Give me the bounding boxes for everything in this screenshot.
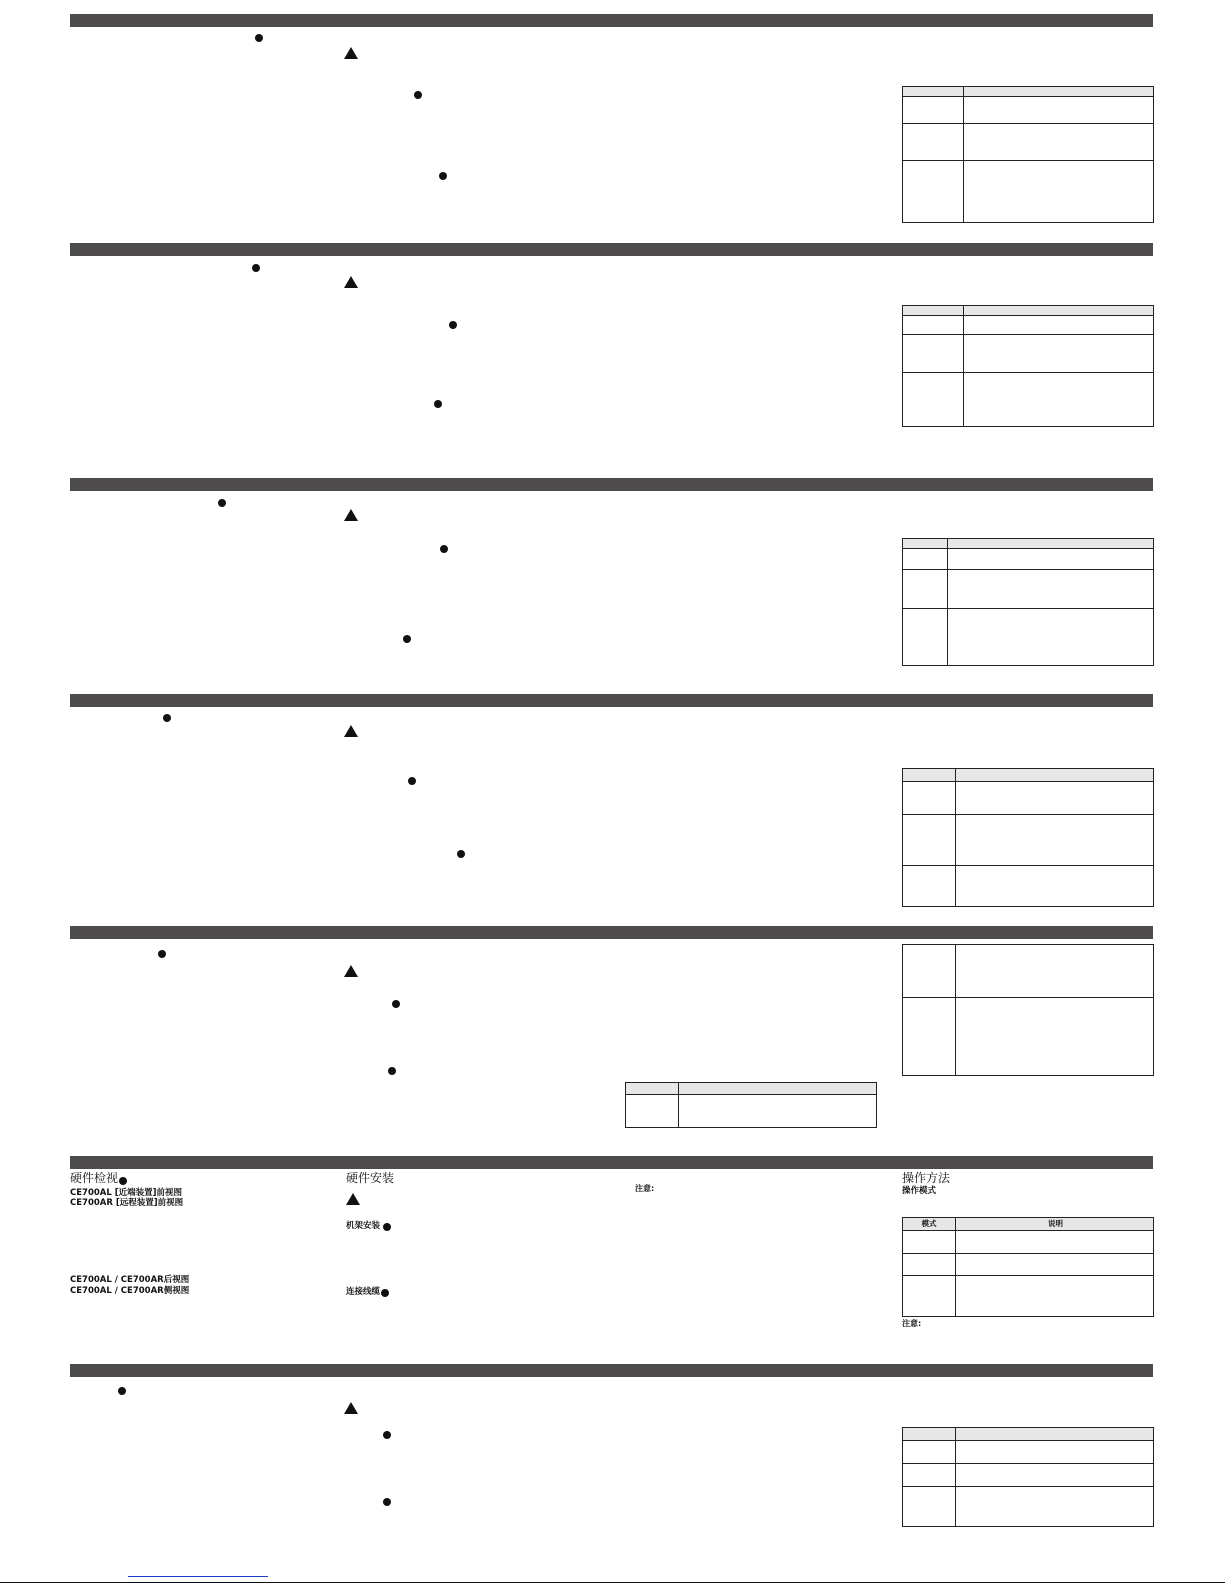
- bullet-dot-icon: [118, 1387, 126, 1395]
- bullet-dot-icon: [252, 264, 260, 272]
- bullet-dot-icon: [403, 635, 411, 643]
- bullet-dot-icon: [383, 1498, 391, 1506]
- rack-mount-label: 机架安装: [346, 1221, 381, 1231]
- table-header-row: [903, 87, 1153, 97]
- table-row: [903, 997, 1153, 998]
- hardware-install-title: 硬件安装: [346, 1171, 395, 1185]
- table-row: [903, 608, 1153, 609]
- table-header-row: [903, 306, 1153, 316]
- operation-title: 操作方法: [902, 1171, 951, 1185]
- operation-mode-table: [902, 305, 1154, 427]
- table-header-row: [903, 1428, 1153, 1441]
- bullet-dot-icon: [119, 1177, 127, 1185]
- page-bottom-rule: [0, 1582, 1225, 1583]
- section-bar-2: [70, 243, 1153, 256]
- table-header-row: [626, 1083, 876, 1095]
- section-bar-3: [70, 478, 1153, 491]
- bullet-dot-icon: [158, 950, 166, 958]
- bullet-dot-icon: [388, 1067, 396, 1075]
- table-header-mode: 模式: [921, 1219, 937, 1228]
- note-label: 注意:: [635, 1184, 655, 1193]
- table-row: [903, 1463, 1153, 1464]
- warning-triangle-icon: [346, 1193, 360, 1205]
- bullet-dot-icon: [218, 499, 226, 507]
- bullet-dot-icon: [414, 91, 422, 99]
- table-header-row: [903, 539, 1153, 549]
- bullet-dot-icon: [381, 1289, 389, 1297]
- hardware-check-title: 硬件检视: [70, 1171, 119, 1185]
- operation-mode-table: [902, 538, 1154, 666]
- section-bar-4: [70, 694, 1153, 707]
- table-row: [903, 160, 1153, 161]
- hyperlink-underline[interactable]: [128, 1576, 268, 1577]
- table-row: [903, 1253, 1153, 1254]
- operation-mode-table: [902, 944, 1154, 1076]
- bullet-dot-icon: [163, 714, 171, 722]
- table-row: [903, 1275, 1153, 1276]
- operation-mode-table: [902, 86, 1154, 223]
- bullet-dot-icon: [434, 400, 442, 408]
- warning-triangle-icon: [344, 725, 358, 737]
- front-view-remote-label: CE700AR [远程装置]前视图: [70, 1198, 184, 1208]
- bullet-dot-icon: [440, 545, 448, 553]
- operation-mode-table: [902, 1217, 1154, 1317]
- bullet-dot-icon: [439, 172, 447, 180]
- bullet-dot-icon: [457, 850, 465, 858]
- table-row: [903, 814, 1153, 815]
- operation-mode-table: [902, 1427, 1154, 1527]
- warning-triangle-icon: [344, 276, 358, 288]
- connect-cables-label: 连接线缆: [346, 1287, 381, 1297]
- operation-mode-table: [902, 768, 1154, 907]
- operation-mode-subtitle: 操作模式: [902, 1186, 937, 1196]
- table-row: [903, 123, 1153, 124]
- bullet-dot-icon: [392, 1000, 400, 1008]
- section-bar-5: [70, 926, 1153, 939]
- bullet-dot-icon: [408, 777, 416, 785]
- bullet-dot-icon: [383, 1431, 391, 1439]
- side-view-label: CE700AL / CE700AR侧视图: [70, 1286, 190, 1296]
- section-bar-6: [70, 1156, 1153, 1169]
- rear-view-label: CE700AL / CE700AR后视图: [70, 1275, 190, 1285]
- section-bar-1: [70, 14, 1153, 27]
- table-row: [903, 865, 1153, 866]
- table-header-row: [903, 1218, 1153, 1231]
- table-header-description: 说明: [1048, 1219, 1063, 1228]
- bullet-dot-icon: [255, 34, 263, 42]
- operation-note-label: 注意:: [902, 1319, 922, 1328]
- table-row: [903, 372, 1153, 373]
- section-bar-7: [70, 1364, 1153, 1377]
- operation-mode-table: [625, 1082, 877, 1128]
- table-row: [903, 1486, 1153, 1487]
- warning-triangle-icon: [344, 509, 358, 521]
- warning-triangle-icon: [344, 1402, 358, 1414]
- table-row: [903, 569, 1153, 570]
- table-header-row: [903, 769, 1153, 782]
- front-view-local-label: CE700AL [近端装置]前视图: [70, 1188, 183, 1198]
- bullet-dot-icon: [383, 1223, 391, 1231]
- bullet-dot-icon: [449, 321, 457, 329]
- warning-triangle-icon: [344, 965, 358, 977]
- table-row: [903, 334, 1153, 335]
- warning-triangle-icon: [344, 47, 358, 59]
